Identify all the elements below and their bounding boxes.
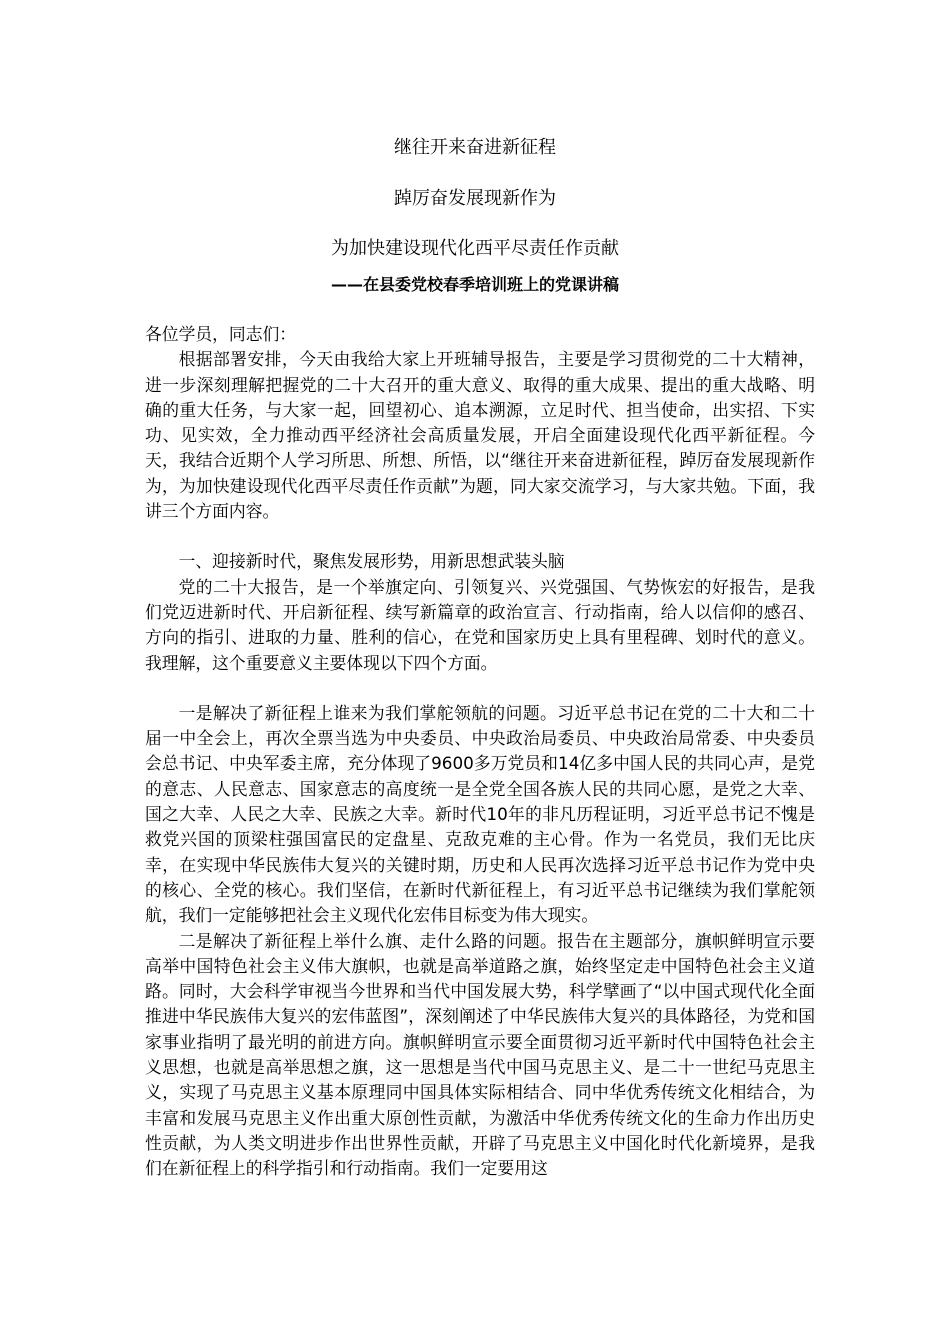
document-title-line-2: 踔厉奋发展现新作为 bbox=[394, 188, 556, 209]
document-title-line-1: 继往开来奋进新征程 bbox=[394, 137, 556, 158]
point-1-paragraph: 一是解决了新征程上谁来为我们掌舵领航的问题。习近平总书记在党的二十大和二十届一中全会上，再次全票当选为中央委员、中央政治局委员、中央政治局常委、中央委员会总书记、中央军委主席，充分体现了9600多万党员和14亿多中国人民的共同心声，是党的意志、人民意志、国家意志的高度统一是全党全国各族人民的共同心愿，是党之大幸、国之大幸、人民之大幸、民族之大幸。新时代10年的非凡历程证明，习近平总书记不愧是救党兴国的顶梁柱强国富民的定盘星、克敌克难的主心骨。作为一名党员，我们无比庆幸，在实现中华民族伟大复兴的关键时期，历史和人民再次选择习近平总书记作为党中央的核心、全党的核心。我们坚信，在新时代新征程上，有习近平总书记继续为我们掌舵领航，我们一定能够把社会主义现代化宏伟目标变为伟大现实。 bbox=[145, 702, 815, 926]
document-subtitle: ——在县委党校春季培训班上的党课讲稿 bbox=[330, 275, 619, 294]
point-2-paragraph: 二是解决了新征程上举什么旗、走什么路的问题。报告在主题部分，旗帜鲜明宣示要高举中国特色社会主义伟大旗帜，也就是高举道路之旗，始终坚定走中国特色社会主义道路。同时，大会科学审视当今世界和当代中国发展大势，科学擘画了“以中国式现代化全面推进中华民族伟大复兴的宏伟蓝图”，深刻阐述了中华民族伟大复兴的具体路径，为党和国家事业指明了最光明的前进方向。旗帜鲜明宣示要全面贯彻习近平新时代中国特色社会主义思想，也就是高举思想之旗，这一思想是当代中国马克思主义、是二十一世纪马克思主义，实现了马克思主义基本原理同中国具体实际相结合、同中华优秀传统文化相结合，为丰富和发展马克思主义作出重大原创性贡献，为激活中华优秀传统文化的生命力作出历史性贡献，为人类文明进步作出世界性贡献，开辟了马克思主义中国化时代化新境界，是我们在新征程上的科学指引和行动指南。我们一定要用这 bbox=[145, 930, 815, 1179]
salutation: 各位学员，同志们： bbox=[145, 324, 297, 344]
document-body bbox=[145, 322, 815, 1182]
document-title-line-3: 为加快建设现代化西平尽责任作贡献 bbox=[331, 238, 619, 259]
section-1-body: 党的二十大报告，是一个举旗定向、引领复兴、兴党强国、气势恢宏的好报告，是我们党迈进新时代、开启新征程、续写新篇章的政治宣言、行动指南，给人以信仰的感召、方向的指引、进取的力量、胜利的信心，在党和国家历史上具有里程碑、划时代的意义。我理解，这个重要意义主要体现以下四个方面。 bbox=[145, 576, 815, 673]
section-1-heading: 一、迎接新时代，聚焦发展形势，用新思想武装头脑 bbox=[178, 551, 565, 572]
intro-paragraph: 根据部署安排，今天由我给大家上开班辅导报告，主要是学习贯彻党的二十大精神，进一步深刻理解把握党的二十大召开的重大意义、取得的重大成果、提出的重大战略、明确的重大任务，与大家一起，回望初心、追本溯源，立足时代、担当使命，出实招、下实功、见实效，全力推动西平经济社会高质量发展，开启全面建设现代化西平新征程。今天，我结合近期个人学习所思、所想、所悟，以“继往开来奋进新征程，踔厉奋发展现新作为，为加快建设现代化西平尽责任作贡献”为题，同大家交流学习，与大家共勉。下面，我讲三个方面内容。 bbox=[145, 349, 815, 522]
